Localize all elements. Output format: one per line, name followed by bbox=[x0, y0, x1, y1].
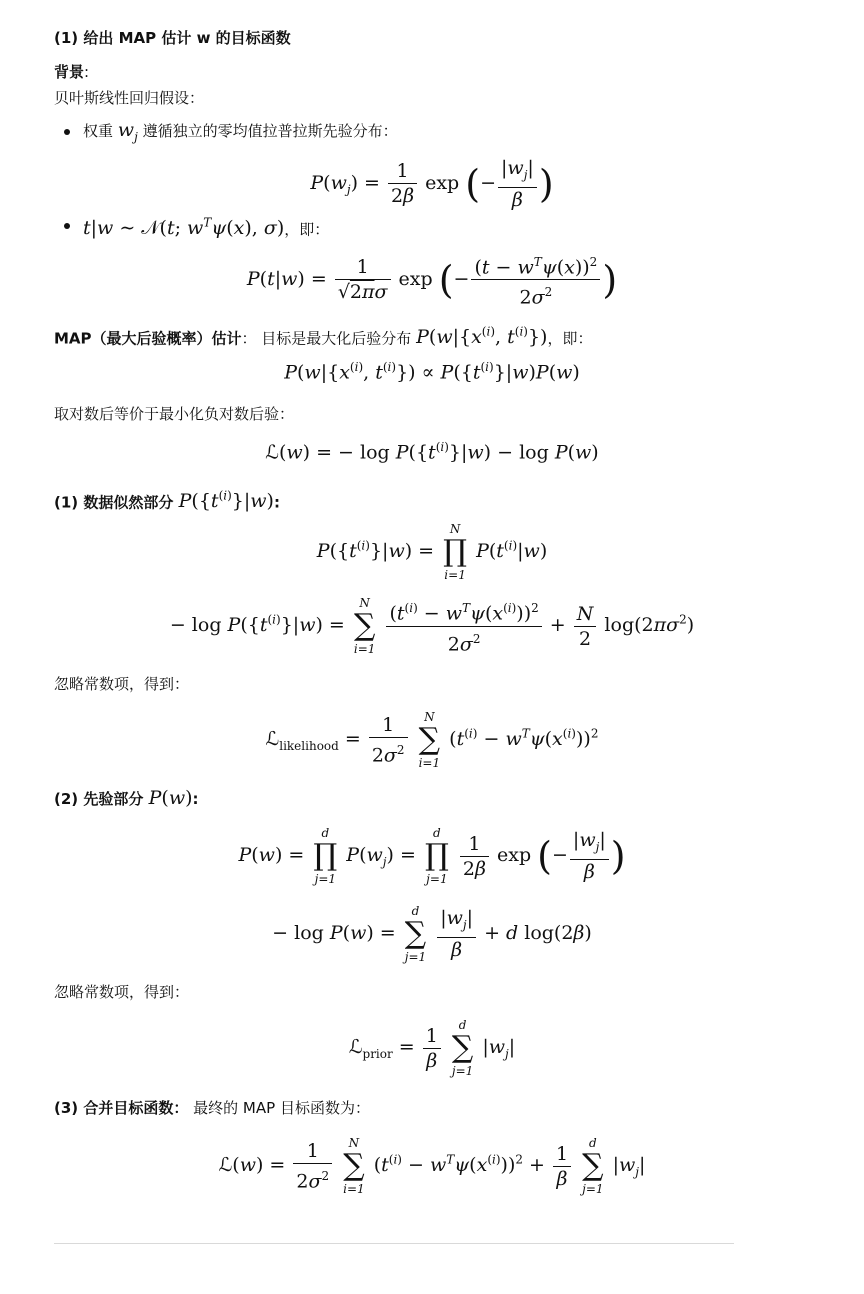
equation-neg-log-prior: − log P(w) = d ∑ j=1 $\frac{|w_j|}{\beta}$ + d log(2β) bbox=[272, 904, 592, 964]
background-heading: 背景: bbox=[54, 63, 90, 81]
equation-negative-log-posterior: ℒ(w) = − $\log P(\{t^{(i)}\}|w) - \log P(w)$ bbox=[265, 440, 599, 464]
part3-heading: (3) 合并目标函数： 最终的 MAP 目标函数为： bbox=[54, 1099, 370, 1117]
part1-heading: (1) 数据似然部分 $P(\{t^{(i)}\}|w)$: bbox=[54, 489, 280, 513]
equation-laplace-prior: $P(w_j)$ = $\frac{1}{2\beta}$ exp (− $\frac{|w_j|}{\beta}$ ) bbox=[310, 157, 554, 211]
background-intro: 贝叶斯线性回归假设： bbox=[54, 89, 205, 107]
map-description: MAP（最大后验概率）估计： 目标是最大化后验分布 $P(w|\{x^{(i)}$, $t^{(i)}$})，即： bbox=[54, 325, 593, 349]
log-posterior-text: 取对数后等价于最小化负对数后验： bbox=[54, 405, 295, 423]
equation-final-objective: ℒ(w) = $\frac{1}{2\sigma^2}$ N ∑ i=1 $(t^{(i)} - w^T\psi(x^{(i)}))^2$ + $\frac{1}{\beta}$ d ∑ j=1 $|w_j|$ bbox=[218, 1136, 646, 1196]
bullet-prior-text: 权重 $w_j$ 遵循独立的零均值拉普拉斯先验分布： bbox=[83, 119, 398, 144]
bullet-point-icon bbox=[64, 223, 70, 229]
bullet-point-icon bbox=[64, 129, 70, 135]
ignore-constants-text-2: 忽略常数项，得到： bbox=[54, 983, 190, 1001]
equation-prior-product: P(w) = d ∏ j=1 $P(w_j)$ = d ∏ j=1 $\frac{1}{2\beta}$ exp (− $\frac{|w_j|}{\beta}$ ) bbox=[238, 826, 626, 886]
ignore-constants-text-1: 忽略常数项，得到： bbox=[54, 675, 190, 693]
equation-loss-prior: ℒ$_{prior}$ = $\frac{1}{\beta}$ d ∑ j=1 $|w_j|$ bbox=[348, 1018, 516, 1078]
divider bbox=[54, 1243, 734, 1244]
section-title: (1) 给出 MAP 估计 w 的目标函数 bbox=[54, 29, 291, 47]
part2-heading: (2) 先验部分 P(w): bbox=[54, 787, 199, 809]
equation-gaussian-likelihood: P(t|w) = $\frac{1}{√2\pi\sigma}$ exp (− $\frac{(t - w^T\psi(x))^2}{2\sigma^2}$ ) bbox=[0, 250, 864, 310]
bullet-likelihood-text: t|w ∼ 𝒩(t; $w^T\psi(x)$, σ)，即： bbox=[83, 216, 330, 240]
equation-likelihood-product: $P(\{t^{(i)}\}|w)$ = N ∏ i=1 $P(t^{(i)}|w)$ bbox=[316, 522, 548, 582]
equation-loss-likelihood: ℒ$_{likelihood}$ = $\frac{1}{2\sigma^2}$ N ∑ i=1 $(t^{(i)} - w^T\psi(x^{(i)}))^2$ bbox=[265, 710, 599, 770]
equation-posterior: $P(w|\{x^{(i)}$, $t^{(i)}\}) \propto P(\{t^{(i)}\}|w)P(w)$ bbox=[284, 360, 580, 384]
equation-neg-log-likelihood: − $\log P(\{t^{(i)}\}|w)$ = N ∑ i=1 $\frac{(t^{(i)} - w^T\psi(x^{(i)}))^2}{2\sigma^2}$ + $\frac{N}{2}$ $\log(2\pi\sigma^2)$ bbox=[169, 596, 695, 656]
